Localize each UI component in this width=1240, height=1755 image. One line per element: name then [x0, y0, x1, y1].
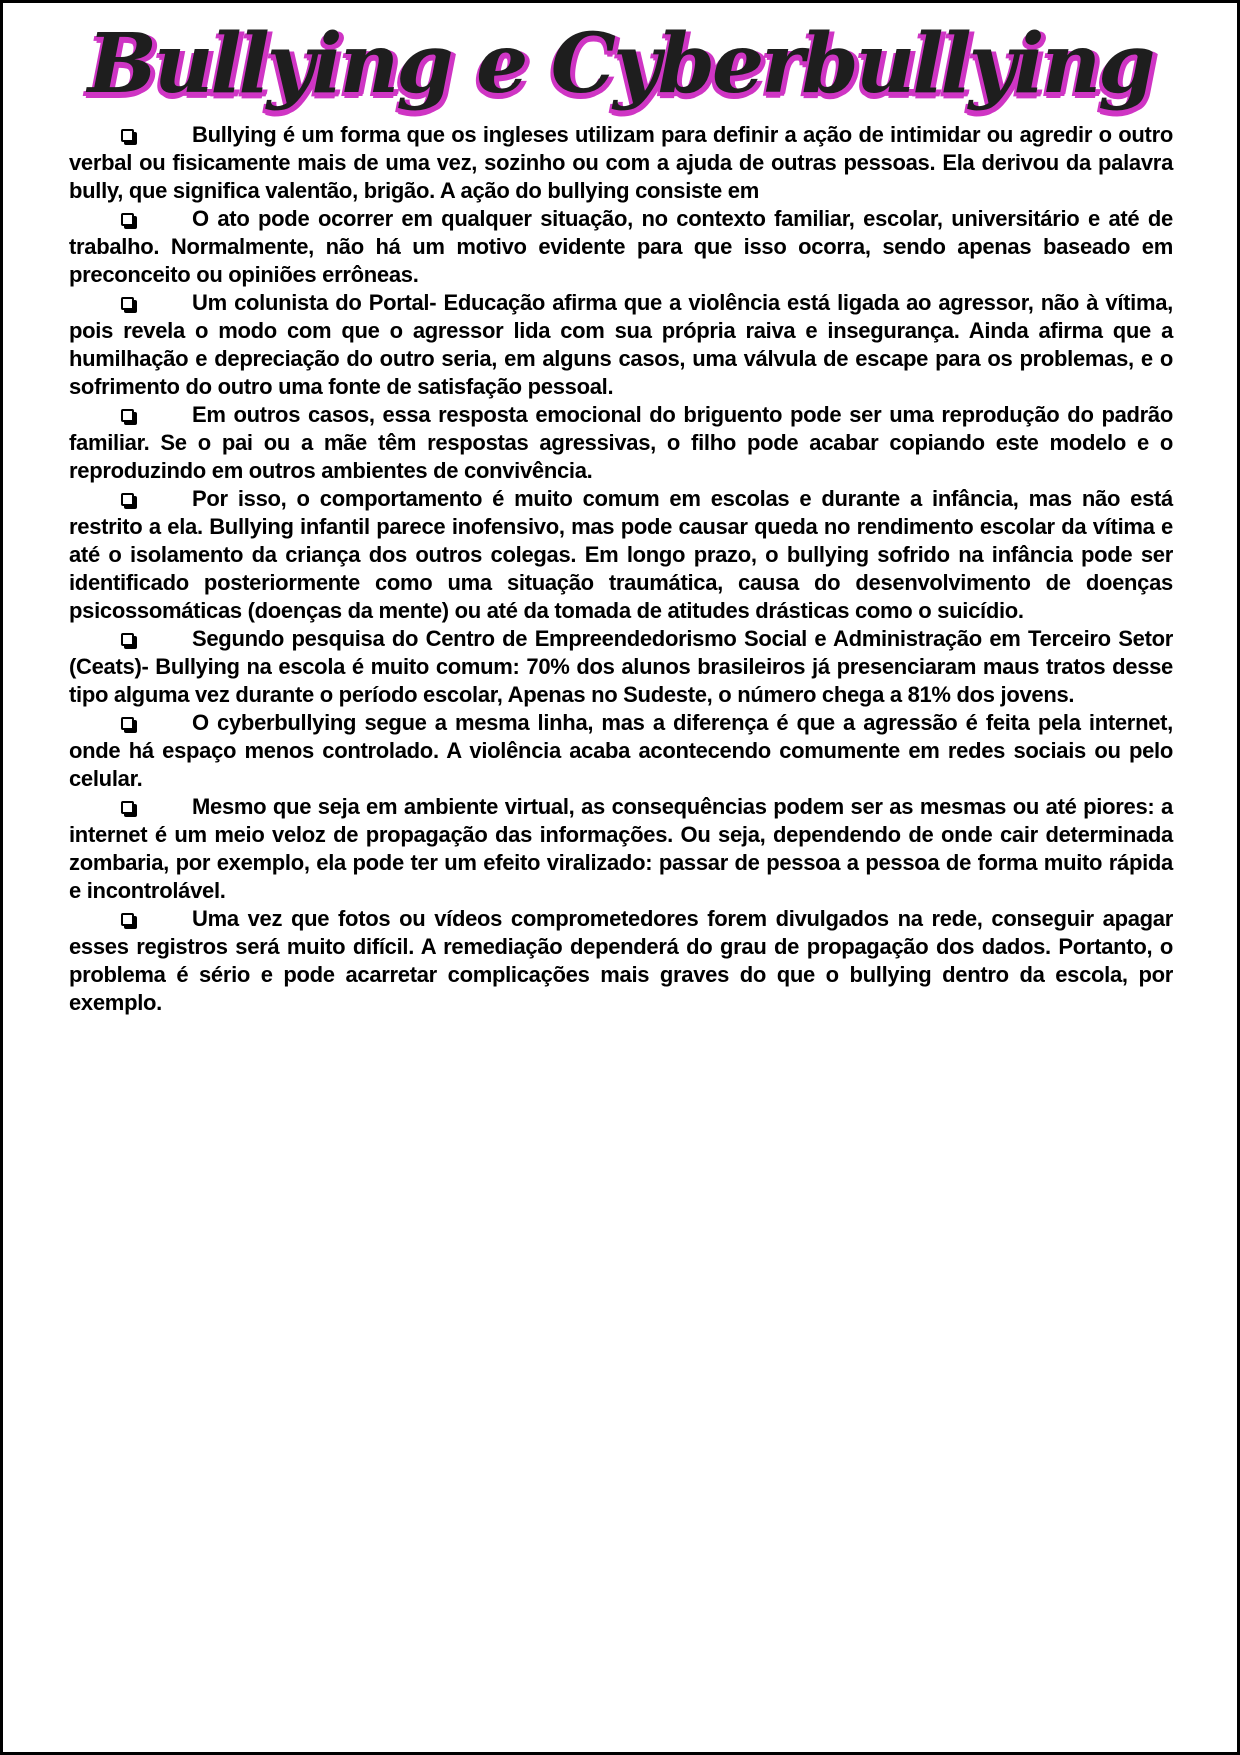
paragraph	[69, 205, 1173, 289]
paragraph	[69, 401, 1173, 485]
checkbox-bullet-icon	[121, 717, 134, 730]
paragraph	[69, 709, 1173, 793]
checkbox-bullet-icon	[121, 409, 134, 422]
document-body	[69, 121, 1173, 1017]
paragraph-text: Segundo pesquisa do Centro de Empreendedorismo Social e Administração em Terceiro Setor (Ceats)- Bullying na escola é muito comum: 70% dos alunos brasileiros já presenciaram maus tratos desse tipo alguma vez durante o período escolar, Apenas no Sudeste, o número chega a 81% dos jovens.	[69, 625, 1173, 707]
checkbox-bullet-icon	[121, 913, 134, 926]
checkbox-bullet-icon	[121, 801, 134, 814]
paragraph-text: Uma vez que fotos ou vídeos comprometedores forem divulgados na rede, conseguir apagar esses registros será muito difícil. A remediação dependerá do grau de propagação dos dados. Portanto, o problema é sério e pode acarretar complicações mais graves do que o bullying dentro da escola, por exemplo.	[69, 905, 1173, 1015]
page-title: Bullying e Cyberbullying	[87, 16, 1153, 112]
paragraph-text: Um colunista do Portal- Educação afirma que a violência está ligada ao agressor, não à vítima, pois revela o modo com que o agressor lida com sua própria raiva e insegurança. Ainda afirma que a humilhação e depreciação do outro seria, em alguns casos, uma válvula de escape para os problemas, e o sofrimento do outro uma fonte de satisfação pessoal.	[69, 289, 1173, 399]
paragraph-text: O cyberbullying segue a mesma linha, mas a diferença é que a agressão é feita pela internet, onde há espaço menos controlado. A violência acaba acontecendo comumente em redes sociais ou pelo celular.	[69, 709, 1173, 791]
checkbox-bullet-icon	[121, 297, 134, 310]
paragraph	[69, 625, 1173, 709]
paragraph	[69, 121, 1173, 205]
paragraph-text: Mesmo que seja em ambiente virtual, as consequências podem ser as mesmas ou até piores: a internet é um meio veloz de propagação das informações. Ou seja, dependendo de onde cair determinada zombaria, por exemplo, ela pode ter um efeito viralizado: passar de pessoa a pessoa de forma muito rápida e incontrolável.	[69, 793, 1173, 903]
paragraph-text: Bullying é um forma que os ingleses utilizam para definir a ação de intimidar ou agredir o outro verbal ou fisicamente mais de uma vez, sozinho ou com a ajuda de outras pessoas. Ela derivou da palavra bully, que significa valentão, brigão. A ação do bullying consiste em	[69, 121, 1173, 203]
paragraph-text: O ato pode ocorrer em qualquer situação, no contexto familiar, escolar, universitário e até de trabalho. Normalmente, não há um motivo evidente para que isso ocorra, sendo apenas baseado em preconceito ou opiniões errôneas.	[69, 205, 1173, 287]
paragraph	[69, 485, 1173, 625]
checkbox-bullet-icon	[121, 213, 134, 226]
paragraph	[69, 289, 1173, 401]
checkbox-bullet-icon	[121, 633, 134, 646]
checkbox-bullet-icon	[121, 493, 134, 506]
paragraph-text: Por isso, o comportamento é muito comum em escolas e durante a infância, mas não está restrito a ela. Bullying infantil parece inofensivo, mas pode causar queda no rendimento escolar da vítima e até o isolamento da criança dos outros colegas. Em longo prazo, o bullying sofrido na infância pode ser identificado posteriormente como uma situação traumática, causa do desenvolvimento de doenças psicossomáticas (doenças da mente) ou até da tomada de atitudes drásticas como o suicídio.	[69, 485, 1173, 623]
checkbox-bullet-icon	[121, 129, 134, 142]
paragraph-text: Em outros casos, essa resposta emocional do briguento pode ser uma reprodução do padrão familiar. Se o pai ou a mãe têm respostas agressivas, o filho pode acabar copiando este modelo e o reproduzindo em outros ambientes de convivência.	[69, 401, 1173, 483]
paragraph	[69, 905, 1173, 1017]
paragraph	[69, 793, 1173, 905]
